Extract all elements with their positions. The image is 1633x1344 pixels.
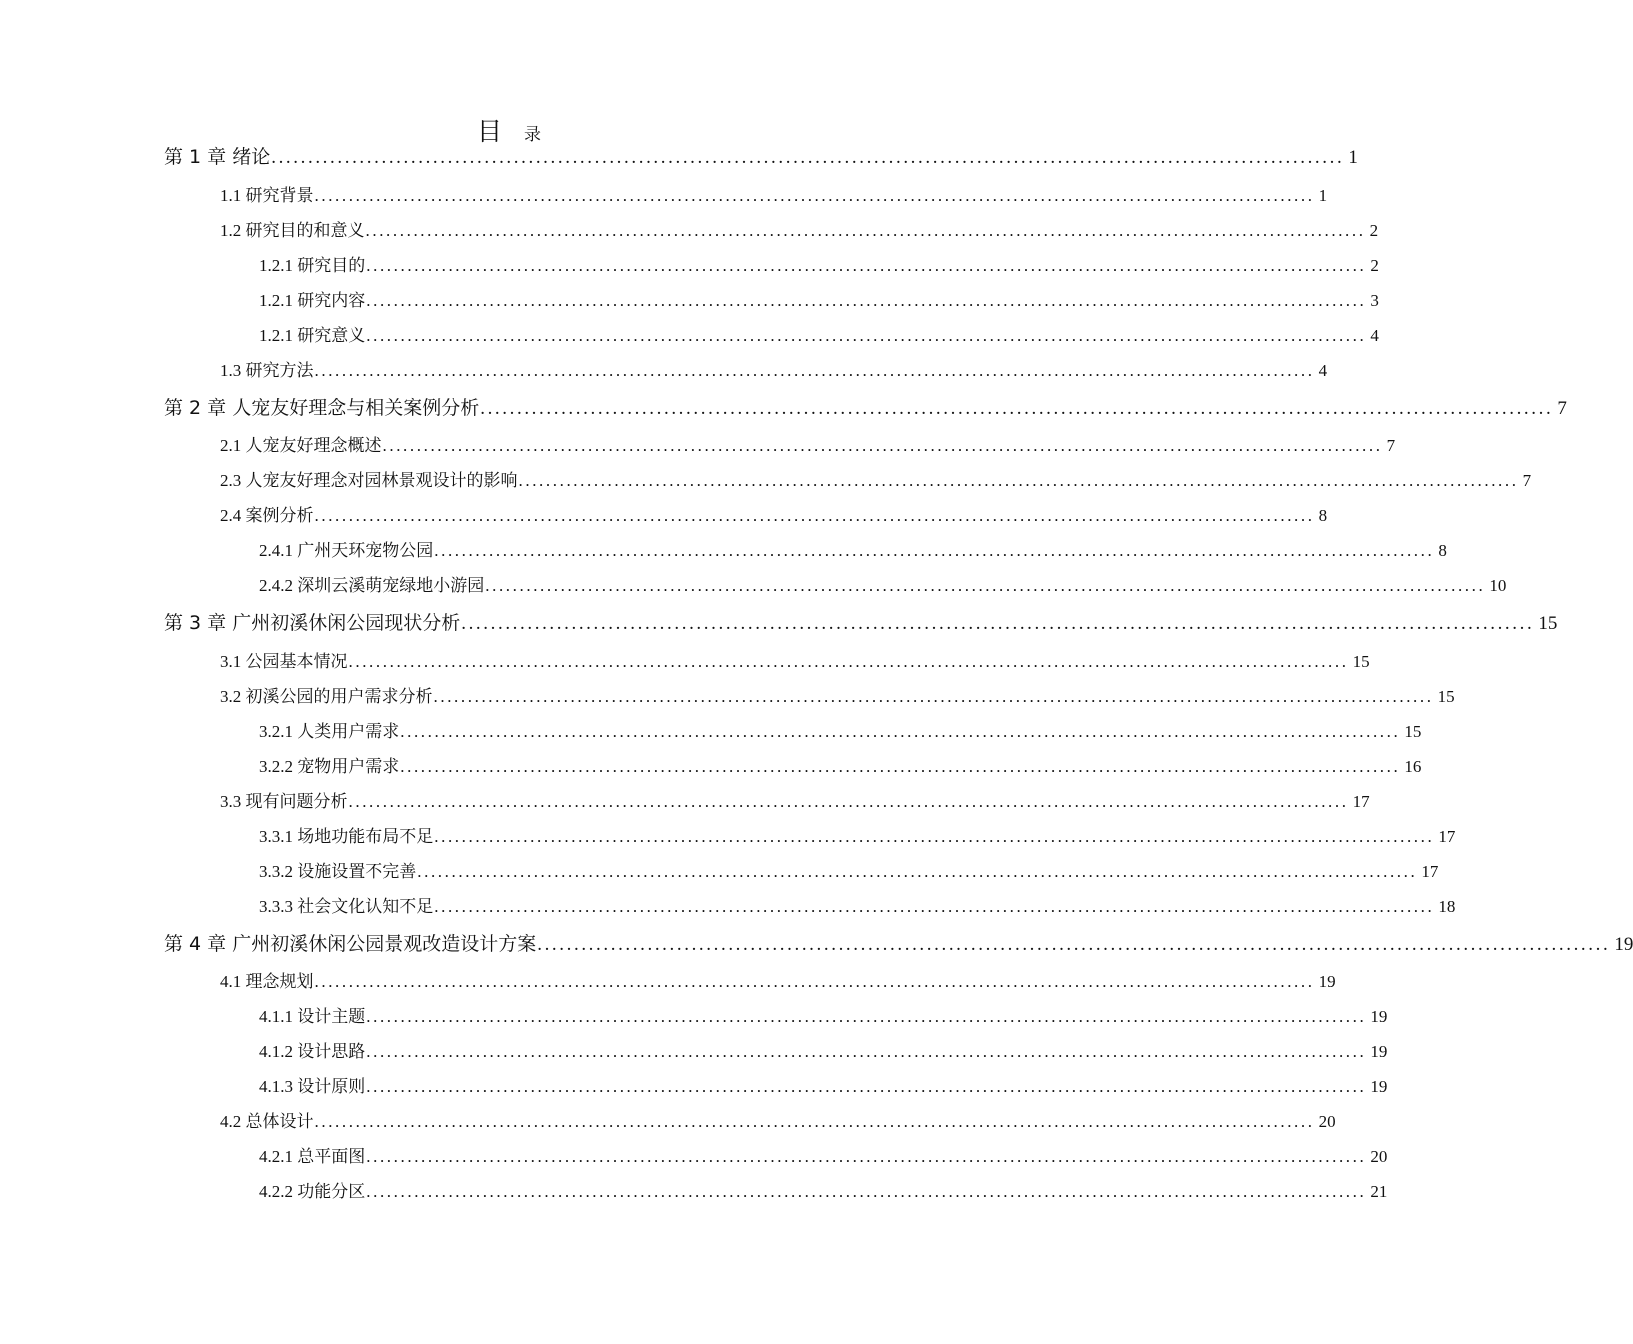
toc-entry-page-number: 17 bbox=[1438, 827, 1456, 846]
toc-dot-leader: .................................................................................................................................................. bbox=[480, 398, 1554, 419]
toc-entry-page-number: 7 bbox=[1557, 398, 1567, 419]
toc-entry-page-number: 18 bbox=[1438, 897, 1456, 916]
toc-entry-label: 4.2.1 总平面图 bbox=[259, 1147, 366, 1166]
toc-dot-leader: .................................................................................................................................................. bbox=[314, 361, 1315, 380]
toc-entry[interactable] bbox=[259, 1037, 1388, 1063]
toc-entry-label: 2.4.1 广州天环宠物公园 bbox=[259, 541, 434, 560]
toc-entry-label: 1.2.1 研究意义 bbox=[259, 326, 366, 345]
toc-dot-leader: .................................................................................................................................................. bbox=[366, 1147, 1367, 1166]
toc-entry[interactable] bbox=[220, 501, 1328, 527]
toc-entry[interactable] bbox=[220, 431, 1396, 457]
toc-dot-leader: .................................................................................................................................................. bbox=[433, 687, 1434, 706]
toc-dot-leader: .................................................................................................................................................. bbox=[400, 722, 1401, 741]
toc-entry[interactable] bbox=[259, 752, 1422, 778]
toc-dot-leader: .................................................................................................................................................. bbox=[366, 291, 1367, 310]
toc-entry-label: 4.2.2 功能分区 bbox=[259, 1182, 366, 1201]
toc-entry-label: 第 2 章 人宠友好理念与相关案例分析 bbox=[164, 397, 480, 419]
toc-entry[interactable] bbox=[220, 1107, 1336, 1133]
toc-dot-leader: .................................................................................................................................................. bbox=[366, 1077, 1367, 1096]
toc-dot-leader: .................................................................................................................................................. bbox=[518, 471, 1519, 490]
toc-dot-leader: .................................................................................................................................................. bbox=[400, 757, 1401, 776]
toc-entry-label: 1.1 研究背景 bbox=[220, 186, 314, 205]
toc-entry-page-number: 2 bbox=[1370, 256, 1379, 275]
toc-entry-page-number: 21 bbox=[1370, 1182, 1388, 1201]
toc-entry-page-number: 4 bbox=[1318, 361, 1328, 380]
toc-entry[interactable] bbox=[259, 717, 1422, 743]
toc-entry[interactable] bbox=[220, 682, 1455, 708]
toc-dot-leader: .................................................................................................................................................. bbox=[434, 827, 1435, 846]
toc-entry[interactable] bbox=[220, 181, 1328, 207]
toc-entry-page-number: 15 bbox=[1437, 687, 1455, 706]
toc-entry-page-number: 16 bbox=[1404, 757, 1422, 776]
toc-entry-label: 4.1.2 设计思路 bbox=[259, 1042, 366, 1061]
toc-entry[interactable] bbox=[259, 286, 1379, 312]
toc-entry-label: 第 4 章 广州初溪休闲公园景观改造设计方案 bbox=[164, 933, 537, 955]
toc-entry[interactable] bbox=[259, 536, 1447, 562]
toc-dot-leader: .................................................................................................................................................. bbox=[314, 1112, 1315, 1131]
toc-entry[interactable] bbox=[220, 466, 1532, 492]
toc-dot-leader: .................................................................................................................................................. bbox=[365, 221, 1366, 240]
toc-entry[interactable] bbox=[259, 892, 1456, 918]
toc-entry-page-number: 19 bbox=[1614, 934, 1633, 955]
toc-dot-leader: .................................................................................................................................................. bbox=[314, 186, 1315, 205]
toc-entry[interactable] bbox=[164, 608, 1558, 636]
toc-entry-label: 3.2 初溪公园的用户需求分析 bbox=[220, 687, 433, 706]
title-sub: 录 bbox=[524, 125, 541, 145]
toc-dot-leader: .................................................................................................................................................. bbox=[434, 541, 1435, 560]
toc-entry[interactable] bbox=[220, 356, 1328, 382]
toc-dot-leader: .................................................................................................................................................. bbox=[348, 652, 1349, 671]
toc-entry-page-number: 20 bbox=[1318, 1112, 1336, 1131]
title-main: 目 bbox=[476, 117, 502, 146]
toc-entry[interactable] bbox=[259, 321, 1379, 347]
toc-entry[interactable] bbox=[259, 571, 1507, 597]
toc-entry[interactable] bbox=[259, 1002, 1388, 1028]
toc-entry-label: 2.3 人宠友好理念对园林景观设计的影响 bbox=[220, 471, 518, 490]
toc-entry-page-number: 10 bbox=[1489, 576, 1507, 595]
toc-entry-page-number: 19 bbox=[1370, 1007, 1388, 1026]
toc-entry[interactable] bbox=[220, 647, 1370, 673]
toc-entry-label: 2.4 案例分析 bbox=[220, 506, 314, 525]
toc-entry-label: 1.2 研究目的和意义 bbox=[220, 221, 365, 240]
toc-entry-label: 3.3 现有问题分析 bbox=[220, 792, 348, 811]
toc-entry[interactable] bbox=[164, 393, 1567, 421]
toc-entry[interactable] bbox=[164, 929, 1633, 957]
toc-dot-leader: .................................................................................................................................................. bbox=[382, 436, 1383, 455]
toc-entry-page-number: 1 bbox=[1348, 147, 1358, 168]
toc-entry-label: 2.1 人宠友好理念概述 bbox=[220, 436, 382, 455]
toc-entry-label: 4.1.3 设计原则 bbox=[259, 1077, 366, 1096]
toc-dot-leader: .................................................................................................................................................. bbox=[434, 897, 1435, 916]
toc-entry[interactable] bbox=[259, 857, 1439, 883]
toc-entry-label: 1.2.1 研究内容 bbox=[259, 291, 366, 310]
toc-dot-leader: .................................................................................................................................................. bbox=[366, 256, 1367, 275]
toc-entry-page-number: 1 bbox=[1318, 186, 1328, 205]
toc-entry-page-number: 3 bbox=[1370, 291, 1379, 310]
toc-entry-page-number: 20 bbox=[1370, 1147, 1388, 1166]
toc-entry-label: 1.2.1 研究目的 bbox=[259, 256, 366, 275]
toc-entry[interactable] bbox=[259, 1072, 1388, 1098]
toc-dot-leader: .................................................................................................................................................. bbox=[366, 1007, 1367, 1026]
toc-entry-page-number: 7 bbox=[1386, 436, 1396, 455]
toc-entry-label: 1.3 研究方法 bbox=[220, 361, 314, 380]
toc-entry-label: 3.1 公园基本情况 bbox=[220, 652, 348, 671]
toc-entry-label: 3.2.2 宠物用户需求 bbox=[259, 757, 400, 776]
toc-entry-label: 2.4.2 深圳云溪萌宠绿地小游园 bbox=[259, 576, 485, 595]
toc-entry[interactable] bbox=[164, 142, 1358, 170]
toc-entry[interactable] bbox=[259, 822, 1456, 848]
toc-dot-leader: .................................................................................................................................................. bbox=[314, 506, 1315, 525]
toc-dot-leader: .................................................................................................................................................. bbox=[348, 792, 1349, 811]
toc-entry-label: 3.3.2 设施设置不完善 bbox=[259, 862, 417, 881]
toc-entry-page-number: 17 bbox=[1352, 792, 1370, 811]
toc-entry[interactable] bbox=[220, 216, 1379, 242]
toc-entry-page-number: 4 bbox=[1370, 326, 1379, 345]
toc-dot-leader: .................................................................................................................................................. bbox=[485, 576, 1486, 595]
toc-entry-label: 3.3.1 场地功能布局不足 bbox=[259, 827, 434, 846]
toc-entry[interactable] bbox=[259, 1177, 1388, 1203]
toc-entry-page-number: 8 bbox=[1438, 541, 1447, 560]
toc-entry-page-number: 19 bbox=[1370, 1042, 1388, 1061]
toc-entry-label: 4.1 理念规划 bbox=[220, 972, 314, 991]
toc-entry-page-number: 8 bbox=[1318, 506, 1328, 525]
toc-entry-label: 4.2 总体设计 bbox=[220, 1112, 314, 1131]
toc-entry-page-number: 19 bbox=[1318, 972, 1336, 991]
toc-dot-leader: .................................................................................................................................................. bbox=[366, 1182, 1367, 1201]
toc-entry-page-number: 7 bbox=[1522, 471, 1532, 490]
toc-entry[interactable] bbox=[220, 787, 1370, 813]
toc-entry-label: 第 1 章 绪论 bbox=[164, 146, 271, 168]
toc-entry-page-number: 15 bbox=[1404, 722, 1422, 741]
toc-dot-leader: .................................................................................................................................................. bbox=[537, 934, 1611, 955]
toc-entry-page-number: 15 bbox=[1352, 652, 1370, 671]
toc-entry-label: 3.3.3 社会文化认知不足 bbox=[259, 897, 434, 916]
toc-entry-page-number: 15 bbox=[1538, 613, 1558, 634]
toc-dot-leader: .................................................................................................................................................. bbox=[271, 147, 1345, 168]
toc-dot-leader: .................................................................................................................................................. bbox=[417, 862, 1418, 881]
toc-entry[interactable] bbox=[259, 1142, 1388, 1168]
toc-entry-label: 4.1.1 设计主题 bbox=[259, 1007, 366, 1026]
toc-entry-page-number: 19 bbox=[1370, 1077, 1388, 1096]
toc-entry-page-number: 17 bbox=[1421, 862, 1439, 881]
toc-entry-page-number: 2 bbox=[1369, 221, 1379, 240]
toc-entry-label: 第 3 章 广州初溪休闲公园现状分析 bbox=[164, 612, 461, 634]
toc-entry[interactable] bbox=[259, 251, 1379, 277]
toc-dot-leader: .................................................................................................................................................. bbox=[314, 972, 1315, 991]
toc-dot-leader: .................................................................................................................................................. bbox=[461, 613, 1535, 634]
toc-entry[interactable] bbox=[220, 967, 1336, 993]
toc-dot-leader: .................................................................................................................................................. bbox=[366, 326, 1367, 345]
toc-entry-label: 3.2.1 人类用户需求 bbox=[259, 722, 400, 741]
toc-dot-leader: .................................................................................................................................................. bbox=[366, 1042, 1367, 1061]
